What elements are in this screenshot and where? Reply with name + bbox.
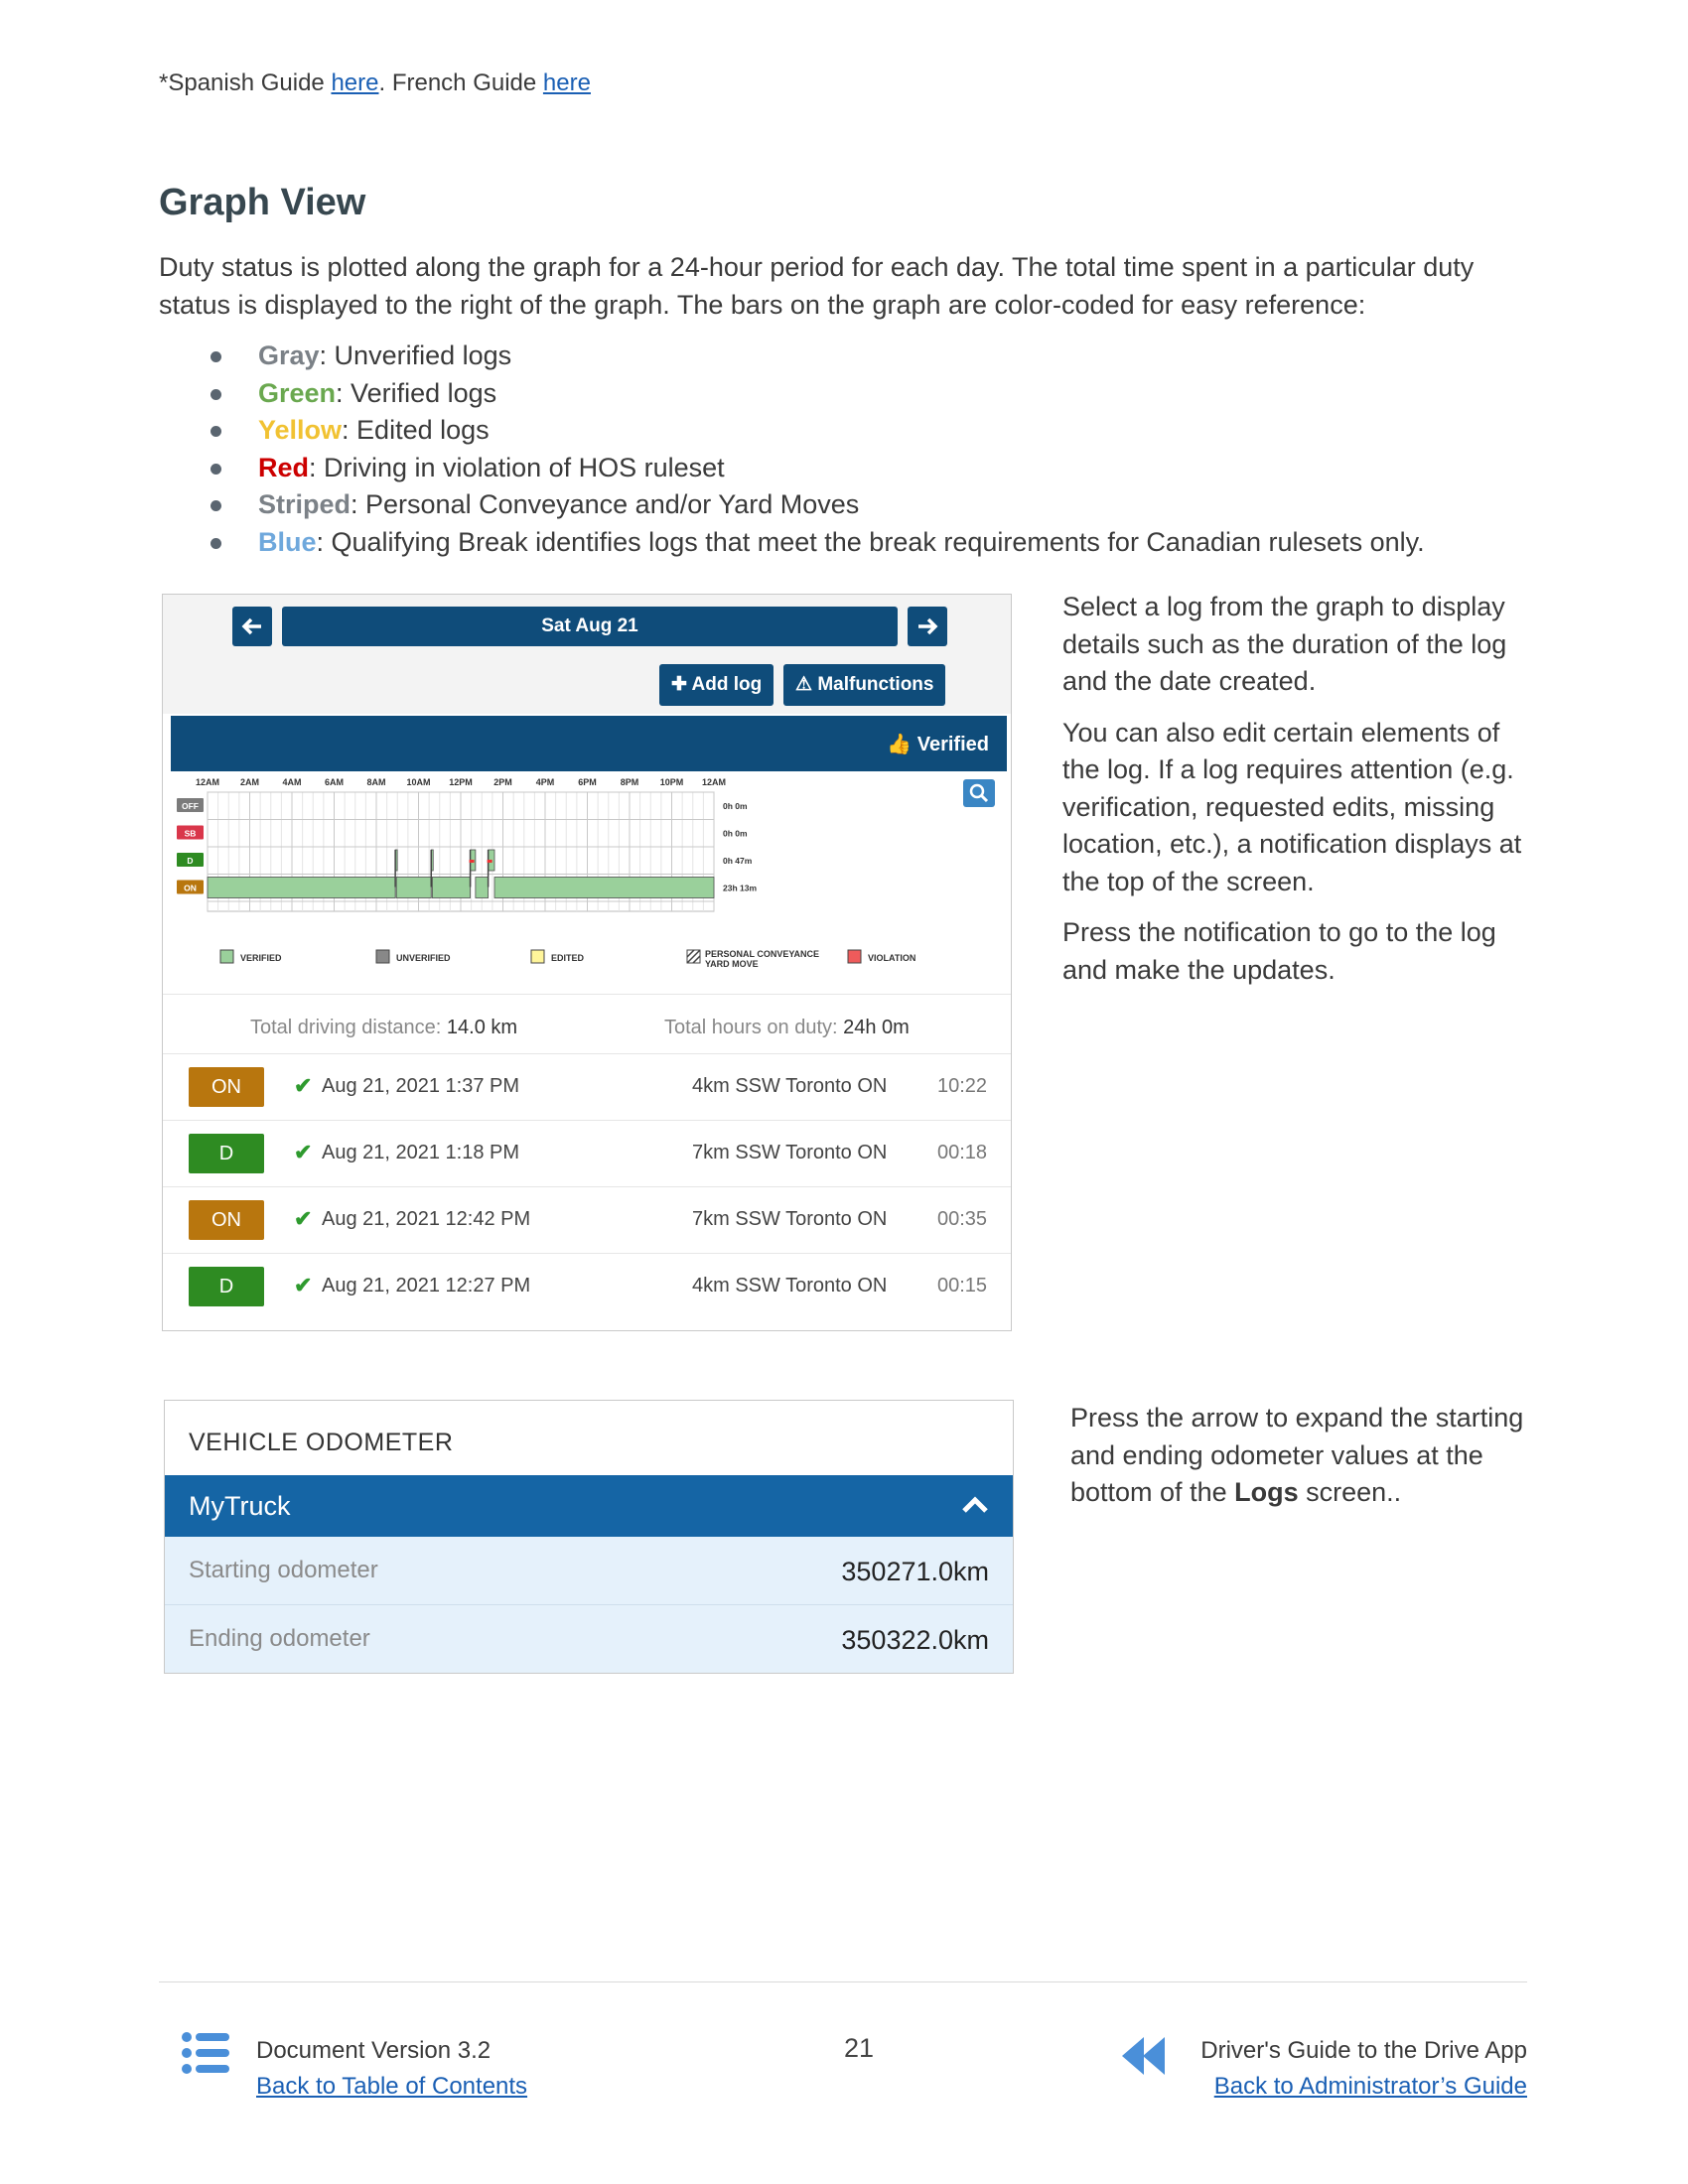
administrator-guide-link[interactable]: Back to Administrator’s Guide	[1213, 2073, 1527, 2100]
document-version: Document Version 3.2	[256, 2037, 492, 2064]
legend-desc: : Qualifying Break identifies logs that meet the break requirements for Canadian rulesets only.	[316, 526, 1425, 557]
legend-item-yellow	[207, 412, 1425, 450]
log-location: 7km SSW Toronto ON	[692, 1142, 888, 1163]
malfunctions-label: Malfunctions	[817, 674, 934, 695]
legend-item-gray	[207, 338, 1425, 375]
duty-bar	[396, 878, 431, 898]
total-distance-value: 14.0 km	[446, 1017, 518, 1038]
verified-bar	[171, 716, 1007, 771]
total-hours-value: 24h 0m	[843, 1017, 910, 1038]
time-label: 6AM	[324, 777, 345, 787]
log-duration: 00:35	[937, 1208, 988, 1230]
odometer-text-before: Press the arrow to expand the starting and ending odometer values at the bottom of the	[1070, 1403, 1524, 1507]
odometer-instructions	[1070, 1400, 1537, 1512]
log-duration: 00:15	[937, 1275, 988, 1297]
legend-desc: : Unverified logs	[319, 341, 512, 370]
status-badge: D	[189, 1134, 264, 1173]
instruction-paragraph: Select a log from the graph to display details such as the duration of the log and the date created.	[1062, 592, 1507, 696]
legend-item-green	[207, 375, 1425, 413]
status-row-label: D	[187, 856, 194, 866]
verified-label: Verified	[916, 734, 989, 755]
chevron-up-icon[interactable]	[957, 1487, 993, 1523]
legend-swatch-edited	[531, 950, 544, 963]
time-label: 2AM	[239, 777, 260, 787]
next-day-button[interactable]	[908, 607, 947, 646]
prev-day-button[interactable]	[232, 607, 272, 646]
starting-odometer-label: Starting odometer	[189, 1557, 378, 1583]
section-intro: Duty status is plotted along the graph for a 24-hour period for each day. The total time spent in a particular duty status is displayed to the right of the graph. The bars on the graph are color-coded for easy reference:	[159, 252, 1475, 320]
time-label: 12PM	[449, 777, 473, 787]
legend-term: Gray	[258, 341, 320, 370]
graph-legend-yard-move: YARD MOVE	[705, 959, 759, 969]
odometer-title: VEHICLE ODOMETER	[189, 1429, 454, 1456]
malfunctions-button[interactable]	[783, 664, 945, 706]
check-icon: ✔	[294, 1073, 313, 1098]
legend-item-red	[207, 450, 1425, 487]
time-label: 2PM	[493, 777, 512, 787]
date-selector[interactable]: Sat Aug 21	[282, 607, 898, 646]
time-label: 10PM	[659, 777, 684, 787]
odometer-text-after: screen..	[1298, 1477, 1402, 1507]
ending-odometer-row	[165, 1605, 1013, 1673]
status-badge: ON	[189, 1200, 264, 1240]
time-label: 4AM	[282, 777, 302, 787]
time-label: 12AM	[701, 777, 727, 787]
spanish-guide-prefix: *Spanish Guide	[159, 69, 332, 96]
check-icon: ✔	[294, 1273, 313, 1297]
verified-status[interactable]	[887, 732, 989, 756]
legend-swatch-unverified	[376, 950, 389, 963]
check-icon: ✔	[294, 1140, 313, 1164]
time-label: 8AM	[366, 777, 386, 787]
thumbs-up-icon: 👍	[887, 734, 917, 755]
date-nav	[163, 595, 1011, 714]
legend-desc: : Verified logs	[336, 377, 497, 408]
log-row[interactable]	[163, 1120, 1011, 1186]
log-totals	[163, 994, 1011, 1054]
legend-swatch-striped	[687, 950, 700, 963]
graph-legend-edited: EDITED	[551, 953, 585, 963]
total-hours-label: Total hours on duty:	[664, 1017, 838, 1038]
log-duration: 10:22	[937, 1075, 988, 1097]
graph-legend-violation: VIOLATION	[868, 953, 916, 963]
ending-odometer-value: 350322.0km	[841, 1625, 989, 1655]
legend-term: Red	[258, 452, 310, 482]
starting-odometer-value: 350271.0km	[841, 1557, 989, 1586]
color-legend-list	[207, 338, 1425, 561]
warning-icon: ⚠	[795, 674, 818, 695]
log-location: 4km SSW Toronto ON	[692, 1275, 888, 1297]
log-row[interactable]	[163, 1253, 1011, 1319]
time-label: 6PM	[578, 777, 597, 787]
legend-term: Yellow	[258, 415, 343, 445]
vehicle-name: MyTruck	[189, 1491, 291, 1521]
logs-screenshot	[162, 594, 1012, 1331]
ending-odometer-label: Ending odometer	[189, 1625, 370, 1652]
graph-instructions	[1062, 589, 1529, 1003]
arrow-right-icon	[916, 615, 938, 637]
status-badge: ON	[189, 1067, 264, 1107]
footer-right	[1200, 2033, 1527, 2105]
log-datetime: Aug 21, 2021 12:42 PM	[322, 1208, 531, 1230]
violation-mark	[488, 860, 492, 863]
legend-desc: : Driving in violation of HOS ruleset	[309, 452, 725, 482]
table-of-contents-link[interactable]: Back to Table of Contents	[256, 2073, 528, 2100]
list-icon	[181, 2031, 230, 2075]
legend-desc: : Personal Conveyance and/or Yard Moves	[351, 489, 860, 519]
language-links	[159, 69, 591, 97]
log-duration: 00:18	[937, 1142, 988, 1163]
graph-legend-verified: VERIFIED	[240, 953, 282, 963]
legend-swatch-verified	[220, 950, 233, 963]
odometer-text-bold: Logs	[1234, 1477, 1299, 1507]
vehicle-header[interactable]	[165, 1475, 1013, 1537]
status-row-total: 0h 47m	[723, 856, 753, 866]
footer-divider	[159, 1981, 1527, 1982]
legend-item-striped	[207, 486, 1425, 524]
log-row[interactable]	[163, 1186, 1011, 1253]
graph-legend-personal-conveyance: PERSONAL CONVEYANCE	[705, 949, 820, 959]
duty-bar	[208, 878, 395, 898]
time-label: 10AM	[406, 777, 431, 787]
log-datetime: Aug 21, 2021 1:37 PM	[322, 1075, 520, 1097]
french-guide-prefix: . French Guide	[378, 69, 543, 96]
starting-odometer-row	[165, 1537, 1013, 1605]
log-location: 7km SSW Toronto ON	[692, 1208, 888, 1230]
log-datetime: Aug 21, 2021 12:27 PM	[322, 1275, 531, 1297]
guide-title: Driver's Guide to the Drive App	[1200, 2037, 1527, 2064]
time-label: 8PM	[620, 777, 639, 787]
rewind-icon[interactable]	[1120, 2035, 1166, 2077]
time-label: 4PM	[535, 777, 555, 787]
status-row-label: ON	[184, 883, 197, 893]
log-location: 4km SSW Toronto ON	[692, 1075, 888, 1097]
duty-status-graph[interactable]	[171, 771, 1007, 970]
plus-icon: ✚	[671, 674, 692, 695]
odometer-screenshot	[164, 1400, 1014, 1674]
status-badge: D	[189, 1267, 264, 1306]
duty-bar	[476, 878, 489, 898]
violation-mark	[470, 860, 475, 863]
french-guide-link[interactable]: here	[542, 69, 591, 96]
legend-term: Striped	[258, 489, 352, 519]
legend-desc: : Edited logs	[342, 415, 490, 445]
spanish-guide-link[interactable]: here	[331, 69, 379, 96]
status-row-label: OFF	[182, 801, 199, 811]
status-row-total: 0h 0m	[723, 801, 748, 811]
time-label: 12AM	[195, 777, 220, 787]
status-row-total: 0h 0m	[723, 828, 748, 839]
status-row-label: SB	[184, 828, 197, 839]
add-log-button[interactable]	[659, 664, 774, 706]
total-distance-label: Total driving distance:	[250, 1017, 442, 1038]
section-title: Graph View	[159, 182, 366, 223]
legend-item-blue	[207, 524, 1425, 562]
add-log-label: Add log	[691, 674, 763, 695]
check-icon: ✔	[294, 1206, 313, 1231]
legend-term: Green	[258, 377, 337, 408]
log-row[interactable]	[163, 1053, 1011, 1120]
duty-bar	[432, 878, 470, 898]
status-row-total: 23h 13m	[723, 883, 758, 893]
graph-legend-unverified: UNVERIFIED	[396, 953, 451, 963]
arrow-left-icon	[241, 615, 263, 637]
log-datetime: Aug 21, 2021 1:18 PM	[322, 1142, 520, 1163]
duty-bar	[494, 878, 714, 898]
instruction-paragraph: You can also edit certain elements of the log. If a log requires attention (e.g. verification, requested edits, missing location, etc.), a notification displays at the top of the screen.	[1062, 717, 1522, 896]
instruction-paragraph: Press the notification to go to the log and make the updates.	[1062, 917, 1496, 985]
legend-term: Blue	[258, 526, 317, 557]
legend-swatch-violation	[848, 950, 861, 963]
graph-zoom-button[interactable]	[963, 779, 995, 807]
footer-left	[256, 2033, 527, 2105]
page-number: 21	[844, 2033, 875, 2063]
